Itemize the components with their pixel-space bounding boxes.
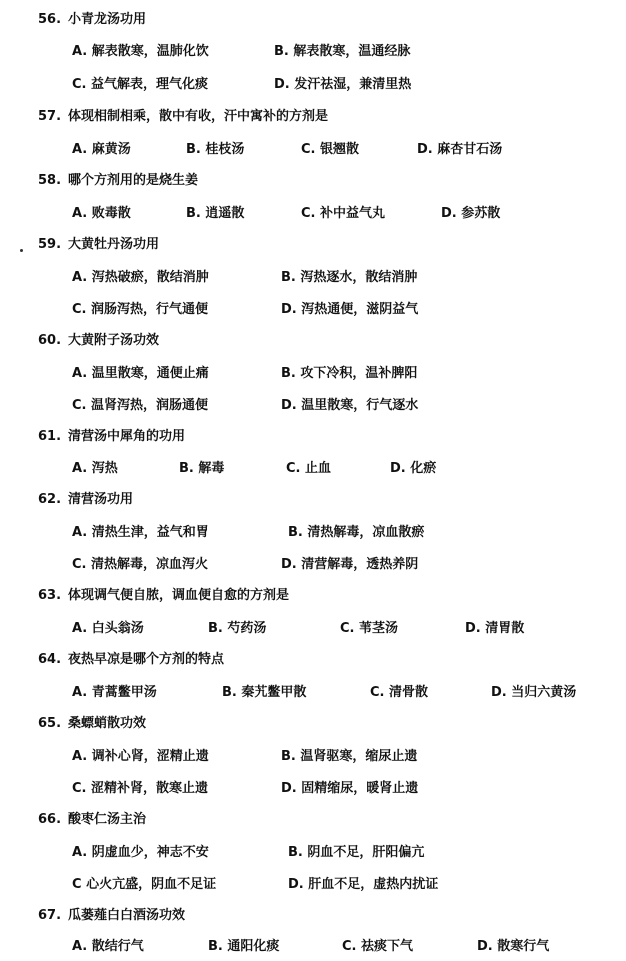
scan-speck [20,249,23,252]
option-b: B. 攻下冷积，温补脾阳 [281,366,418,381]
option-d: D. 散寒行气 [477,939,550,954]
option-c: C. 涩精补肾，散寒止遗 [72,781,209,796]
question-stem [38,172,198,190]
question-text: 小青龙汤功用 [68,12,147,27]
question-stem [38,332,159,350]
question-stem [38,587,289,605]
option-c: C. 益气解表，理气化痰 [72,77,209,92]
option-b: B. 解毒 [179,461,225,476]
question-stem [38,236,159,254]
question-stem [38,491,133,509]
question-number: 63. [38,588,62,603]
option-b: B. 温肾驱寒，缩尿止遗 [281,749,418,764]
option-c: C. 止血 [286,461,332,476]
option-c: C. 清骨散 [370,685,429,700]
question-number: 66. [38,812,62,827]
option-b: B. 芍药汤 [208,621,267,636]
option-d: D. 肝血不足，虚热内扰证 [288,877,439,892]
question-number: 65. [38,716,62,731]
question-text: 清营汤中犀角的功用 [68,429,186,444]
question-stem [38,811,146,829]
question-number: 60. [38,333,62,348]
option-c: C. 银翘散 [301,142,360,157]
question-stem [38,428,185,446]
option-c: C 心火亢盛，阴血不足证 [72,877,217,892]
option-d: D. 清营解毒，透热养阴 [281,557,419,572]
option-b: B. 解表散寒，温通经脉 [274,44,411,59]
option-a: A. 阴虚血少，神志不安 [72,845,209,860]
question-stem [38,715,146,733]
option-d: D. 化瘀 [390,461,437,476]
option-a: A. 温里散寒，通便止痛 [72,366,209,381]
question-number: 57. [38,109,62,124]
question-stem [38,11,146,29]
option-a: A. 清热生津，益气和胃 [72,525,209,540]
option-c: C. 温肾泻热，润肠通便 [72,398,209,413]
question-stem [38,907,185,925]
option-d: D. 发汗祛湿，兼清里热 [274,77,412,92]
question-stem [38,108,328,126]
question-number: 59. [38,237,62,252]
question-text: 大黄附子汤功效 [68,333,160,348]
option-a: A. 散结行气 [72,939,144,954]
question-text: 瓜蒌薤白白酒汤功效 [68,908,186,923]
option-c: C. 苇茎汤 [340,621,399,636]
option-c: C. 祛痰下气 [342,939,414,954]
option-b: B. 通阳化痰 [208,939,280,954]
question-text: 桑螵蛸散功效 [68,716,147,731]
question-text: 体现调气便自脓，调血便自愈的方剂是 [68,588,290,603]
option-b: B. 阴血不足，肝阳偏亢 [288,845,425,860]
option-b: B. 逍遥散 [186,206,245,221]
option-d: D. 麻杏甘石汤 [417,142,503,157]
question-number: 64. [38,652,62,667]
question-number: 61. [38,429,62,444]
option-a: A. 解表散寒，温肺化饮 [72,44,209,59]
option-b: B. 秦艽鳖甲散 [222,685,307,700]
option-d: D. 清胃散 [465,621,525,636]
question-text: 清营汤功用 [68,492,134,507]
option-a: A. 麻黄汤 [72,142,131,157]
option-a: A. 泻热破瘀，散结消肿 [72,270,209,285]
question-stem [38,651,224,669]
option-d: D. 参苏散 [441,206,501,221]
question-text: 体现相制相乘，散中有收，汗中寓补的方剂是 [68,109,329,124]
question-number: 56. [38,12,62,27]
option-a: A. 青蒿鳖甲汤 [72,685,157,700]
option-c: C. 清热解毒，凉血泻火 [72,557,209,572]
option-a: A. 泻热 [72,461,118,476]
option-b: B. 清热解毒，凉血散瘀 [288,525,425,540]
option-c: C. 补中益气丸 [301,206,386,221]
question-text: 夜热早凉是哪个方剂的特点 [68,652,225,667]
option-d: D. 温里散寒，行气逐水 [281,398,419,413]
option-a: A. 白头翁汤 [72,621,144,636]
option-b: B. 泻热逐水，散结消肿 [281,270,418,285]
option-d: D. 当归六黄汤 [491,685,577,700]
option-a: A. 败毒散 [72,206,131,221]
option-d: D. 泻热通便，滋阴益气 [281,302,419,317]
question-number: 67. [38,908,62,923]
question-text: 大黄牡丹汤功用 [68,237,160,252]
option-d: D. 固精缩尿，暖肾止遗 [281,781,419,796]
option-b: B. 桂枝汤 [186,142,245,157]
question-number: 58. [38,173,62,188]
question-number: 62. [38,492,62,507]
question-text: 哪个方剂用的是烧生姜 [68,173,199,188]
option-a: A. 调补心肾，涩精止遗 [72,749,209,764]
question-text: 酸枣仁汤主治 [68,812,147,827]
option-c: C. 润肠泻热，行气通便 [72,302,209,317]
